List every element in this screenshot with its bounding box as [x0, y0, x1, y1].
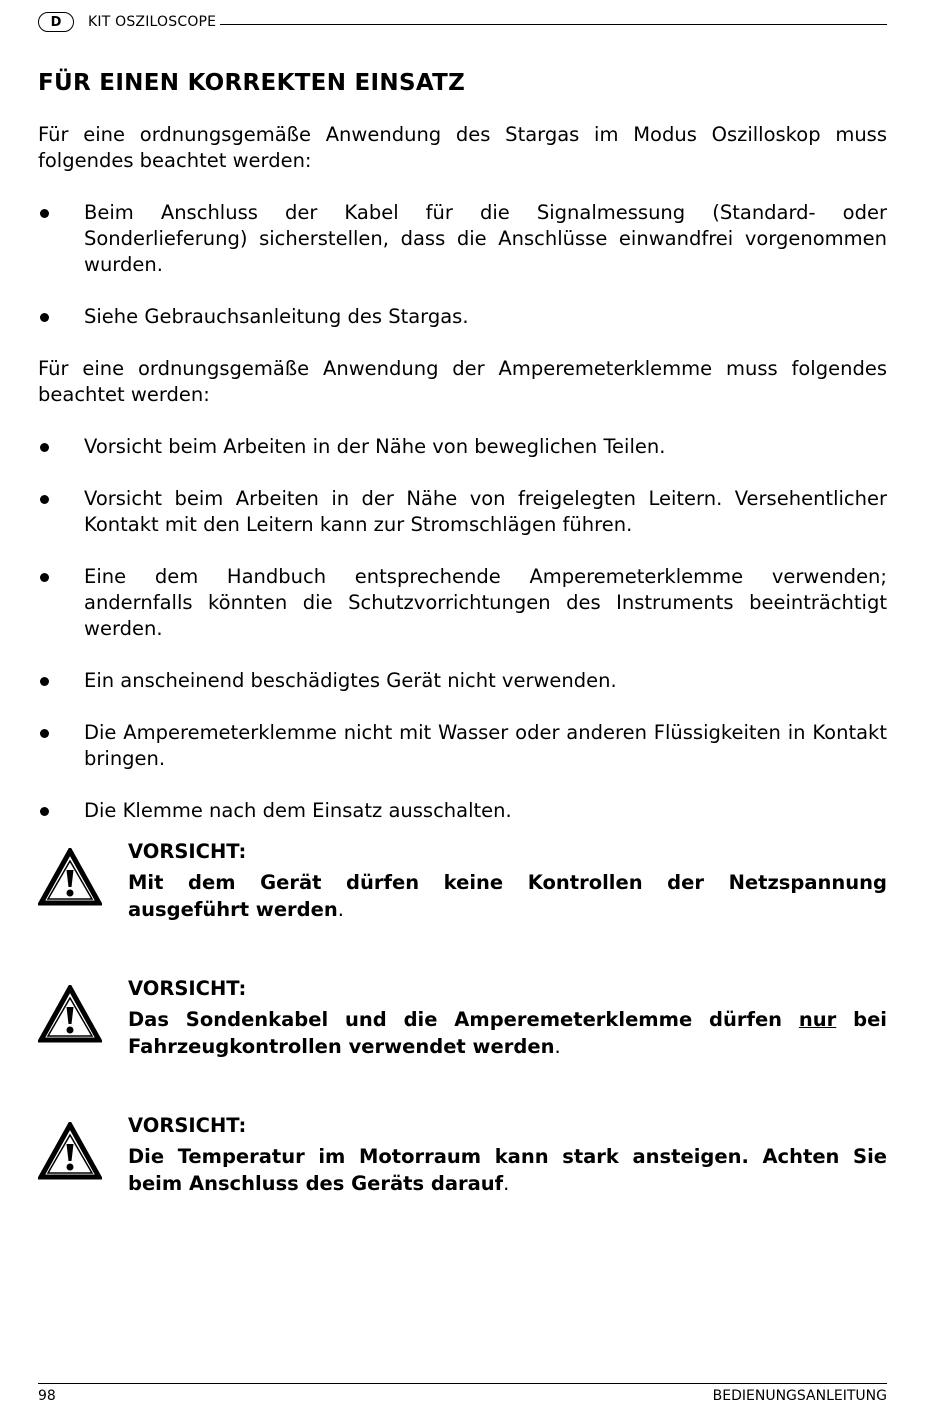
warning-heading: VORSICHT: [128, 840, 247, 863]
page-number: 98 [38, 1388, 56, 1404]
intro-paragraph-clamp: Für eine ordnungsgemäße Anwendung der Amperemeterklemme muss folgendes beachtet werden: [38, 357, 887, 406]
warning-body: Mit dem Gerät dürfen keine Kontrollen der Netzspannung ausgeführt werden. [128, 871, 887, 921]
warning-triangle-icon [38, 985, 102, 1043]
warning-body: Die Temperatur im Motorraum kann stark ansteigen. Achten Sie beim Anschluss des Geräts darauf. [128, 1145, 887, 1195]
list-item: Vorsicht beim Arbeiten in der Nähe von freigelegten Leitern. Versehentlicher Kontakt mit den Leitern kann zur Stromschlägen führen. [38, 486, 887, 538]
bullet-dot-icon [40, 443, 49, 452]
warning-block-engine-temperature [38, 1112, 887, 1197]
bullet-dot-icon [40, 495, 49, 504]
list-item: Die Klemme nach dem Einsatz ausschalten. [38, 798, 887, 824]
list-item: Ein anscheinend beschädigtes Gerät nicht verwenden. [38, 668, 887, 694]
list-item: Siehe Gebrauchsanleitung des Stargas. [38, 304, 887, 330]
bullet-list-stargas [38, 200, 887, 330]
warning-heading: VORSICHT: [128, 1114, 247, 1137]
page-header [38, 10, 887, 34]
warning-text [128, 838, 887, 923]
underlined-emphasis: nur [798, 1008, 837, 1031]
bullet-dot-icon [40, 573, 49, 582]
bullet-dot-icon [40, 209, 49, 218]
bullet-list-clamp [38, 434, 887, 824]
language-badge: D [38, 12, 74, 32]
bullet-dot-icon [40, 677, 49, 686]
list-item: Die Amperemeterklemme nicht mit Wasser oder anderen Flüssigkeiten in Kontakt bringen. [38, 720, 887, 772]
page-footer [38, 1383, 887, 1404]
list-item: Eine dem Handbuch entsprechende Amperemeterklemme verwenden; andernfalls könnten die Schutzvorrichtungen des Instruments beeinträchtigt werden. [38, 564, 887, 642]
warning-text [128, 1112, 887, 1197]
warning-heading: VORSICHT: [128, 977, 247, 1000]
main-content [38, 70, 887, 850]
bullet-dot-icon [40, 313, 49, 322]
warning-body: Das Sondenkabel und die Amperemeterklemme dürfen nur bei Fahrzeugkontrollen verwendet werden. [128, 1008, 887, 1058]
bullet-dot-icon [40, 729, 49, 738]
warning-block-mains-voltage [38, 838, 887, 923]
warning-triangle-icon [38, 848, 102, 906]
page-heading: FÜR EINEN KORREKTEN EINSATZ [38, 70, 466, 96]
warning-triangle-icon [38, 1122, 102, 1180]
list-item: Beim Anschluss der Kabel für die Signalmessung (Standard- oder Sonderlieferung) sicherstellen, dass die Anschlüsse einwandfrei vorgenommen wurden. [38, 200, 887, 278]
bullet-dot-icon [40, 807, 49, 816]
footer-label: BEDIENUNGSANLEITUNG [712, 1388, 887, 1404]
header-rule [220, 10, 887, 25]
warning-block-vehicle-only [38, 975, 887, 1060]
intro-paragraph-stargas: Für eine ordnungsgemäße Anwendung des Stargas im Modus Oszilloskop muss folgendes beachtet werden: [38, 123, 887, 172]
list-item: Vorsicht beim Arbeiten in der Nähe von beweglichen Teilen. [38, 434, 887, 460]
header-title: KIT OSZILOSCOPE [88, 14, 217, 30]
warning-text [128, 975, 887, 1060]
